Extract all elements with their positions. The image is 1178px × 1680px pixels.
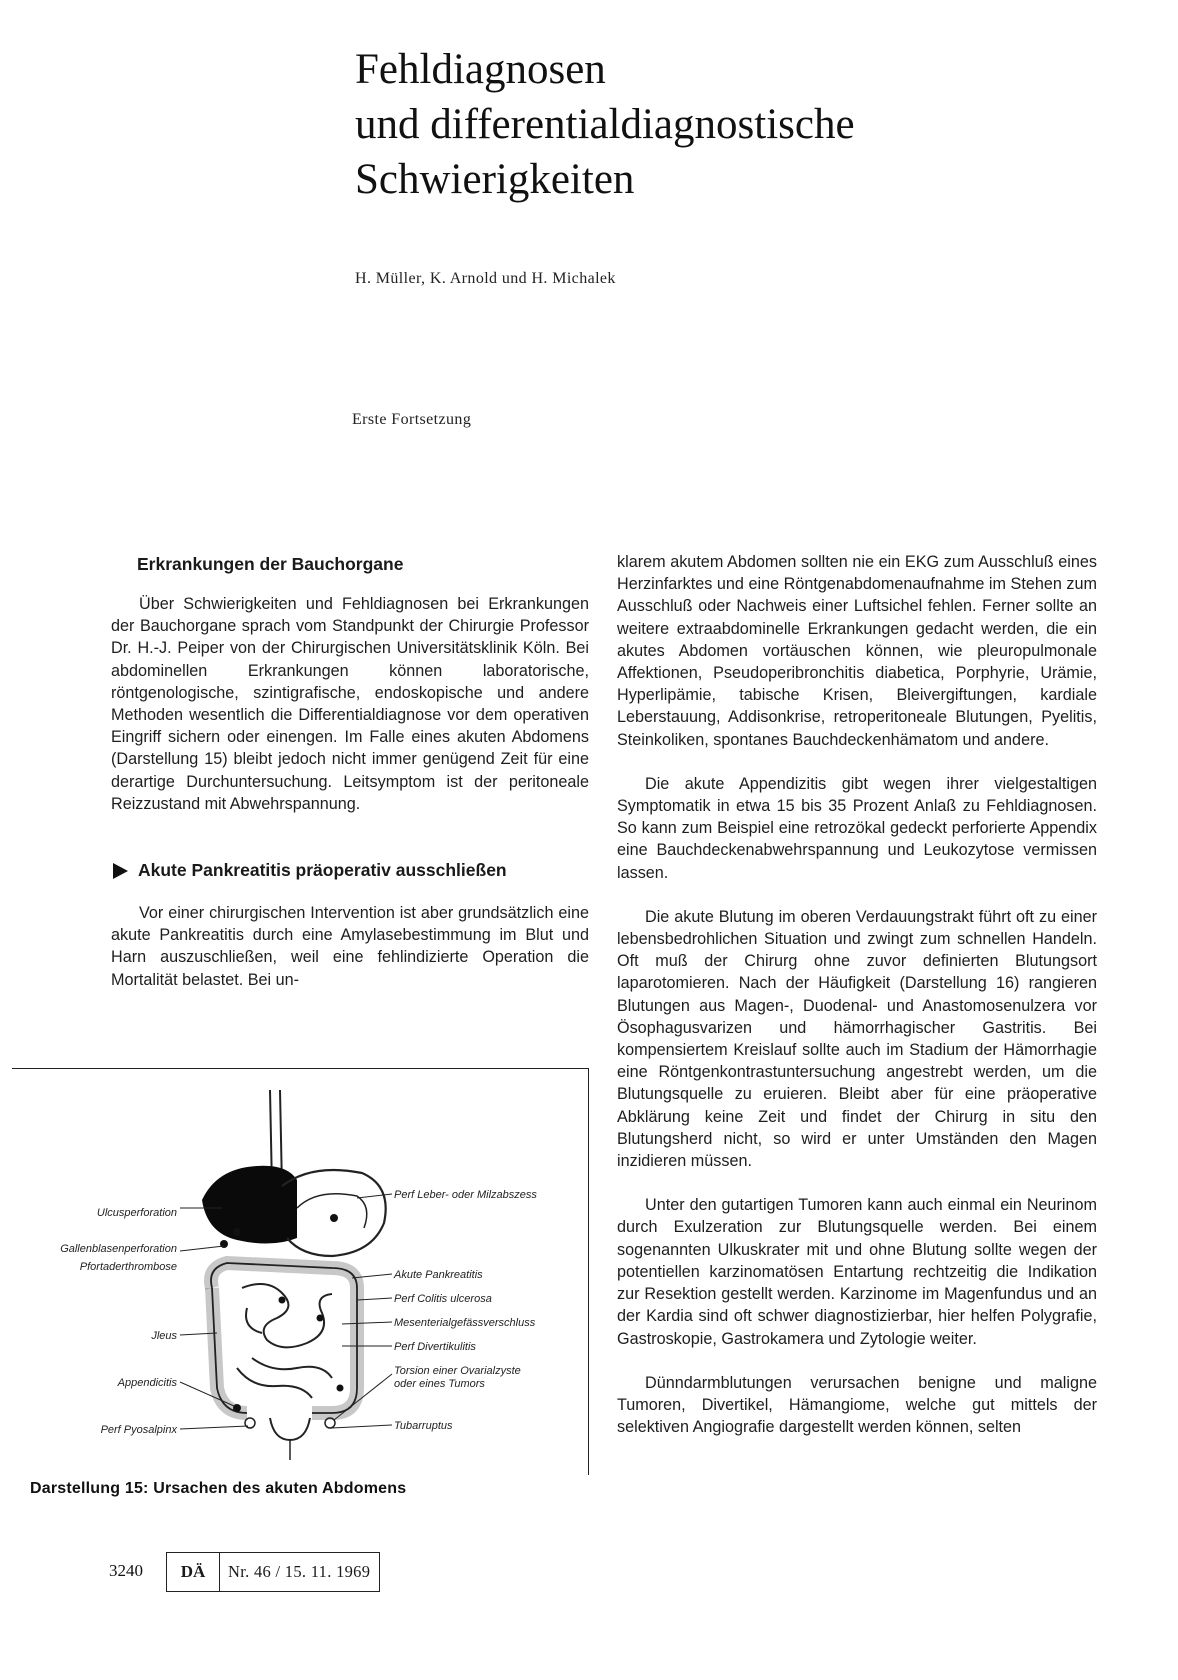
page-number: 3240 [109, 1561, 143, 1580]
paragraph: Unter den gutartigen Tumoren kann auch einmal ein Neurinom durch Exulzeration zur Blutungsquelle werden. Bei einem sogenannten Ulkuskrater mit und ohne Blutung sollte wegen der potentiellen karzinomatösen Entartung rechtzeitig die Indikation zur Resektion gestellt werden. Karzinome im Magenfundus und an der Kardia sind oft schwer diagnostizierbar, hier helfen Polygrafie, Gastroskopie, Gastrokamera und Zytologie weiter. [617, 1196, 1097, 1348]
subheading-text: Akute Pankreatitis präoperativ ausschließen [138, 860, 507, 880]
abdomen-diagram [12, 1068, 588, 1478]
title-line: Fehldiagnosen [355, 46, 606, 93]
journal-masthead [166, 1552, 380, 1592]
label-pfortaderthrombose: Pfortaderthrombose [79, 1261, 177, 1273]
paragraph: klarem akutem Abdomen sollten nie ein EKG zum Ausschluß eines Herzinfarktes und eine Röntgenabdomenaufnahme im Stehen zum Ausschluß oder Nachweis einer Luftsichel fehlen. Ferner sollte an weitere extraabdominelle Erkrankungen gedacht werden, die ein akutes Abdomen vortäuschen können, wie pleuropulmonale Affektionen, Pseudoperibronchitis diabetica, Porphyrie, Urämie, Hyperlipämie, tabische Krisen, Bleivergiftungen, kardiale Leberstauung, Addisonkrise, retroperitoneale Blutungen, Pyelitis, Steinkoliken, spontanes Bauchdeckenhämatom und andere. [617, 553, 1097, 749]
right-column [617, 551, 1097, 1438]
label-perf-divertikulitis: Perf Divertikulitis [394, 1341, 476, 1353]
left-column-bottom [111, 902, 589, 991]
figure-caption: Darstellung 15: Ursachen des akuten Abdomens [30, 1480, 407, 1497]
label-akute-pankreatitis: Akute Pankreatitis [394, 1269, 483, 1281]
label-perf-colitis: Perf Colitis ulcerosa [394, 1293, 492, 1305]
continuation-note: Erste Fortsetzung [352, 411, 472, 428]
label-gallenblasenperforation: Gallenblasenperforation [60, 1243, 177, 1255]
subheading [113, 860, 507, 881]
paragraph: Vor einer chirurgischen Intervention ist aber grundsätzlich eine akute Pankreatitis durch eine Amylasebestimmung im Blut und Harn auszuschließen, weil eine fehlindizierte Operation die Mortalität belastet. Bei un- [111, 904, 589, 989]
paragraph: Die akute Appendizitis gibt wegen ihrer vielgestaltigen Symptomatik in etwa 15 bis 35 Prozent Anlaß zu Fehldiagnosen. So kann zum Beispiel eine retrozökal gedeckt perforierte Appendix eine Bauchdeckenabwehrspannung und Leukozytose vermissen lassen. [617, 774, 1097, 882]
title-line: Schwierigkeiten [355, 156, 635, 203]
paragraph: Über Schwierigkeiten und Fehldiagnosen bei Erkrankungen der Bauchorgane sprach vom Standpunkt der Chirurgie Professor Dr. H.-J. Peiper von der Chirurgischen Universitätsklinik Köln. Bei abdominellen Erkrankungen können laboratorische, röntgenologische, szintigrafische, endoskopische und andere Methoden wesentlich die Differentialdiagnose vor dem operativen Eingriff sichern oder einengen. Im Falle eines akuten Abdomens (Darstellung 15) bleibt jedoch nicht immer genügend Zeit für eine derartige Durchuntersuchung. Leitsymptom ist der peritoneale Reizzustand mit Abwehrspannung. [111, 595, 589, 813]
authors-line: H. Müller, K. Arnold und H. Michalek [355, 270, 616, 287]
issue-info: Nr. 46 / 15. 11. 1969 [228, 1562, 371, 1581]
paragraph: Die akute Blutung im oberen Verdauungstrakt führt oft zu einer lebensbedrohlichen Situation und zwingt zum schnellen Handeln. Oft muß der Chirurg ohne zuvor definierten Blutungsort laparotomieren. Nach der Häufigkeit (Darstellung 16) rangieren Blutungen aus Magen-, Duodenal- und Anastomosenulzera vor Ösophagusvarizen und hämorrhagischer Gastritis. Bei kompensiertem Kreislauf sollte auch im Stadium der Hämorrhagie eine Röntgenkontrastuntersuchung angestrebt werden, um die Blutungsquelle zu eruieren. Bleibt aber für eine präoperative Abklärung keine Zeit und findet der Chirurg in situ den Blutungsherd nicht, so wird er unter Umständen den Magen inzidieren müssen. [617, 907, 1097, 1171]
label-tubarruptur: Tubarruptus [394, 1420, 453, 1432]
journal-logo: DÄ [167, 1553, 220, 1591]
label-ulcusperforation: Ulcusperforation [96, 1207, 177, 1219]
label-appendicitis: Appendicitis [117, 1377, 177, 1389]
left-column-top [111, 593, 589, 815]
label-mesenterialgefaessverschluss: Mesenterialgefässverschluss [394, 1317, 536, 1329]
article-title [355, 42, 1115, 207]
paragraph: Dünndarmblutungen verursachen benigne und maligne Tumoren, Divertikel, Hämangiome, welche gut mittels der selektiven Angiografie dargestellt werden können, selten [617, 1373, 1097, 1437]
label-perf-pyosalpinx: Perf Pyosalpinx [100, 1424, 177, 1436]
label-ileus: Jleus [151, 1330, 177, 1342]
triangle-bullet-icon [113, 863, 128, 879]
label-perf-abszess: Perf Leber- oder Milzabszess [394, 1189, 537, 1201]
label-torsion-ovarialzyste: Torsion einer Ovarialzyste [394, 1365, 521, 1377]
section-heading: Erkrankungen der Bauchorgane [137, 554, 404, 574]
title-line: und differentialdiagnostische [355, 101, 855, 148]
label-torsion-tumor: oder eines Tumors [394, 1378, 485, 1390]
